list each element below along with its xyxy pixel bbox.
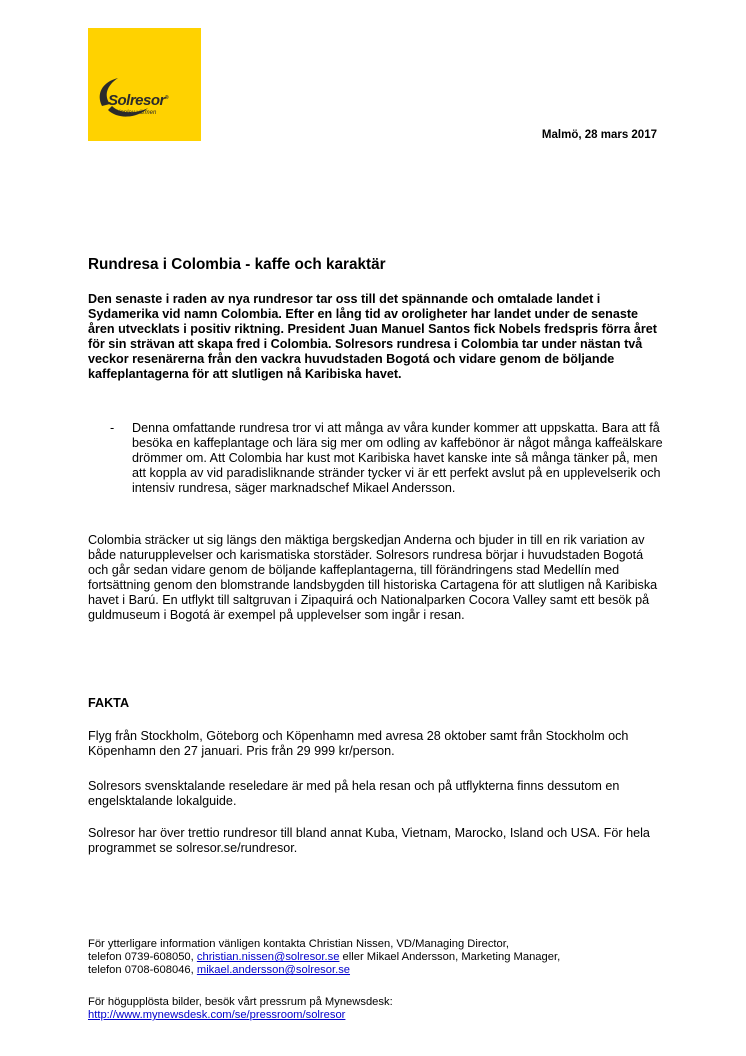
logo-wordmark: Solresor® <box>108 92 169 109</box>
body-paragraph: Colombia sträcker ut sig längs den mäktiga bergskedjan Anderna och bjuder in till en rik variation av både naturupplevelser och karismatiska storstäder. Solresors rundresa börjar i huvudstaden Bogotá och går sedan vidare genom de böljande kaffeplantagerna, till förändringens stad Medellín med fortsättning genom den blomstrande landsbygden till historiska Cartagena för att slutligen nå Karibiska havet i Barú. En utflykt till saltgruvan i Zipaquirá och Nationalparken Cocora Valley samt ett besök på guldmuseum i Bogotá är exempel på upplevelser som ingår i resan. <box>88 533 658 623</box>
quote-dash: - <box>110 421 115 435</box>
mynewsdesk-link[interactable]: http://www.mynewsdesk.com/se/pressroom/solresor <box>88 1009 346 1022</box>
press-room-text: För högupplösta bilder, besök vårt pressrum på Mynewsdesk: <box>88 996 393 1008</box>
solresor-logo <box>88 28 201 141</box>
lead-paragraph: Den senaste i raden av nya rundresor tar oss till det spännande och omtalade landet i Sydamerika vid namn Colombia. Efter en lång tid av oroligheter har landet under de senaste åren utvecklats i positiv riktning. President Juan Manuel Santos fick Nobels fredspris förra året för sin strävan att skapa fred i Colombia. Solresors rundresa i Colombia tar under nästan två veckor resenärerna från den vackra huvudstaden Bogotá och vidare genom de böljande kaffeplantagerna för att slutligen nå Karibiska havet. <box>88 292 657 382</box>
contact-line-2: telefon 0739-608050, christian.nissen@solresor.se eller Mikael Andersson, Marketing Manager, <box>88 951 561 964</box>
press-release-title: Rundresa i Colombia - kaffe och karaktär <box>88 256 386 273</box>
fakta-paragraph-1: Flyg från Stockholm, Göteborg och Köpenhamn med avresa 28 oktober samt från Stockholm och Köpenhamn den 27 januari. Pris från 29 999 kr/person. <box>88 729 629 759</box>
christian-email-link[interactable]: christian.nissen@solresor.se <box>196 951 340 964</box>
contact-line-3: telefon 0708-608046, mikael.andersson@solresor.se <box>88 964 351 977</box>
fakta-paragraph-3: Solresor har över trettio rundresor till bland annat Kuba, Vietnam, Marocko, Island och USA. För hela programmet se solresor.se/rundresor. <box>88 826 650 856</box>
dateline: Malmö, 28 mars 2017 <box>541 129 657 141</box>
press-room-block <box>88 996 648 1022</box>
logo-tagline: Upplev värmen <box>116 110 157 116</box>
fakta-paragraph-2: Solresors svensktalande reseledare är med på hela resan och på utflykterna finns dessutom en engelsktalande lokalguide. <box>88 779 620 809</box>
fakta-heading: FAKTA <box>88 696 130 710</box>
contact-block <box>88 938 648 978</box>
sun-swirl-icon <box>88 28 201 141</box>
contact-line-1: För ytterligare information vänligen kontakta Christian Nissen, VD/Managing Director, <box>88 938 509 950</box>
mikael-email-link[interactable]: mikael.andersson@solresor.se <box>196 964 351 977</box>
quote-text: Denna omfattande rundresa tror vi att många av våra kunder kommer att uppskatta. Bara att få besöka en kaffeplantage och lära sig mer om odling av kaffebönor är något många kaffeälskare drömmer om. Att Colombia har kust mot Karibiska havet kanske inte så många tänker på, men att koppla av vid paradisliknande stränder tycker vi är ett perfekt avslut på en upplevelserik och intensiv rundresa, säger marknadschef Mikael Andersson. <box>132 421 663 496</box>
